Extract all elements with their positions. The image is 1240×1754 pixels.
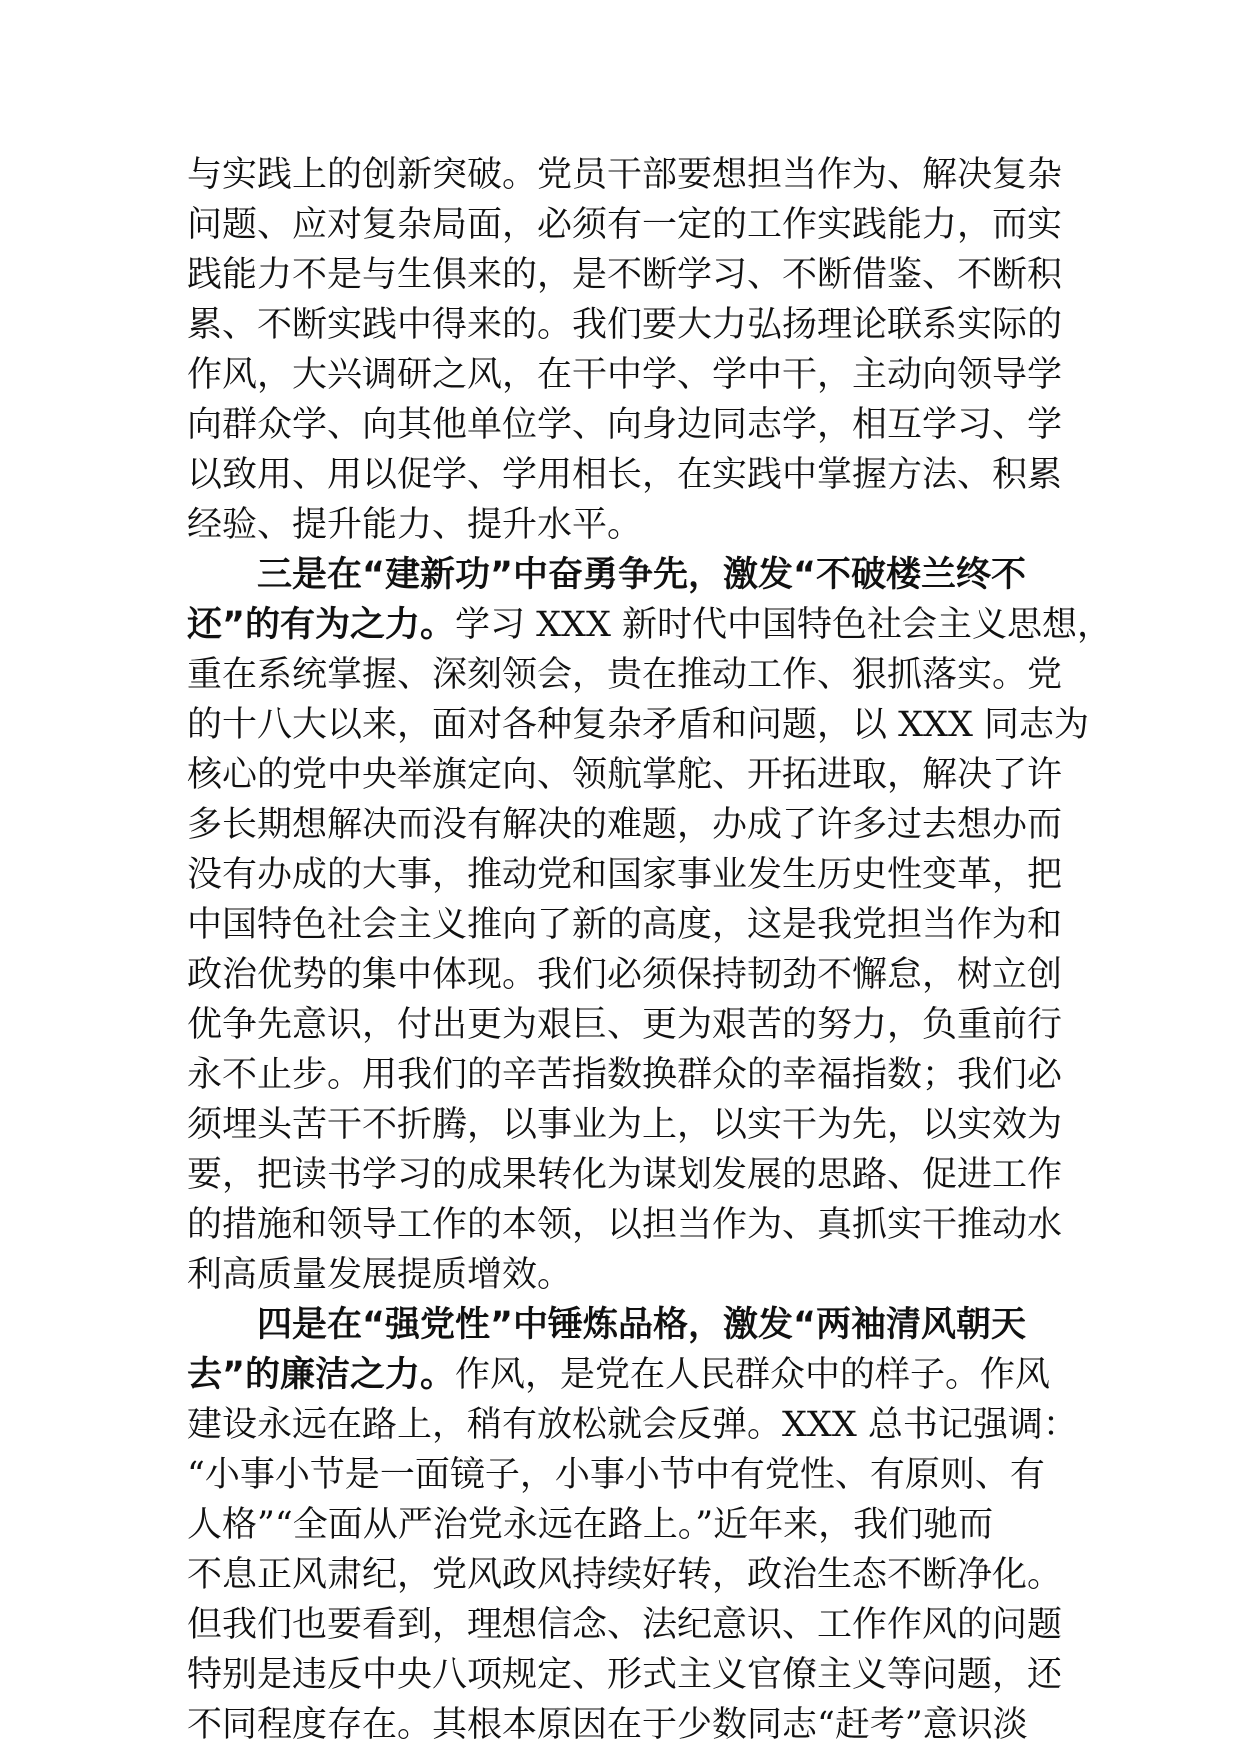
text-line: 不息正风肃纪，党风政风持续好转，政治生态不断净化。 [187, 1555, 1063, 1595]
section-heading: 三是在“建新功”中奋勇争先，激发“不破楼兰终不 [257, 555, 1027, 595]
text-line: 践能力不是与生俱来的，是不断学习、不断借鉴、不断积 [187, 255, 1063, 295]
text-line: 经验、提升能力、提升水平。 [187, 505, 643, 545]
text-line: 建设永远在路上，稍有放松就会反弹。XXX 总书记强调： [187, 1405, 1078, 1445]
text-line: 没有办成的大事，推动党和国家事业发生历史性变革，把 [187, 855, 1063, 895]
text-line: 的措施和领导工作的本领，以担当作为、真抓实干推动水 [187, 1205, 1063, 1245]
text-line: 人格”“全面从严治党永远在路上。”近年来，我们驰而 [187, 1505, 994, 1545]
text-line: 向群众学、向其他单位学、向身边同志学，相互学习、学 [187, 405, 1063, 445]
text-line: 与实践上的创新突破。党员干部要想担当作为、解决复杂 [187, 155, 1063, 195]
text-line: 要，把读书学习的成果转化为谋划发展的思路、促进工作 [187, 1155, 1063, 1195]
text-line: 中国特色社会主义推向了新的高度，这是我党担当作为和 [187, 905, 1063, 945]
text-line: 不同程度存在。其根本原因在于少数同志“赶考”意识淡 [187, 1705, 1028, 1745]
text-line: 政治优势的集中体现。我们必须保持韧劲不懈怠，树立创 [187, 955, 1063, 995]
section-heading: 四是在“强党性”中锤炼品格，激发“两袖清风朝天 [257, 1305, 1027, 1345]
section-heading-line [187, 550, 1057, 600]
body-text [187, 150, 1113, 1750]
text-line: 的十八大以来，面对各种复杂矛盾和问题，以 XXX 同志为 [187, 705, 1090, 745]
text-line: 作风，大兴调研之风，在干中学、学中干，主动向领导学 [187, 355, 1063, 395]
text-line: 优争先意识，付出更为艰巨、更为艰苦的努力，负重前行 [187, 1005, 1063, 1045]
section-heading: 还”的有为之力。 [187, 605, 456, 645]
section-heading-line [187, 1300, 1057, 1350]
text-line: “小事小节是一面镜子，小事小节中有党性、有原则、有 [187, 1455, 1045, 1495]
text-line: 特别是违反中央八项规定、形式主义官僚主义等问题，还 [187, 1655, 1063, 1695]
text-line: 累、不断实践中得来的。我们要大力弘扬理论联系实际的 [187, 305, 1063, 345]
text-line: 以致用、用以促学、学用相长，在实践中掌握方法、积累 [187, 455, 1063, 495]
text-line: 永不止步。用我们的辛苦指数换群众的幸福指数；我们必 [187, 1055, 1063, 1095]
text-line: 利高质量发展提质增效。 [187, 1255, 573, 1295]
text-line: 核心的党中央举旗定向、领航掌舵、开拓进取，解决了许 [187, 755, 1063, 795]
section-heading: 去”的廉洁之力。 [187, 1355, 456, 1395]
text-line: 但我们也要看到，理想信念、法纪意识、工作作风的问题 [187, 1605, 1063, 1645]
text-line: 多长期想解决而没有解决的难题，办成了许多过去想办而 [187, 805, 1063, 845]
text-line: 重在系统掌握、深刻领会，贵在推动工作、狠抓落实。党 [187, 655, 1063, 695]
text-line: 去”的廉洁之力。作风，是党在人民群众中的样子。作风 [187, 1355, 1051, 1395]
text-line: 须埋头苦干不折腾，以事业为上，以实干为先，以实效为 [187, 1105, 1063, 1145]
text-line: 问题、应对复杂局面，必须有一定的工作实践能力，而实 [187, 205, 1063, 245]
text-line: 还”的有为之力。学习 XXX 新时代中国特色社会主义思想， [187, 605, 1113, 645]
